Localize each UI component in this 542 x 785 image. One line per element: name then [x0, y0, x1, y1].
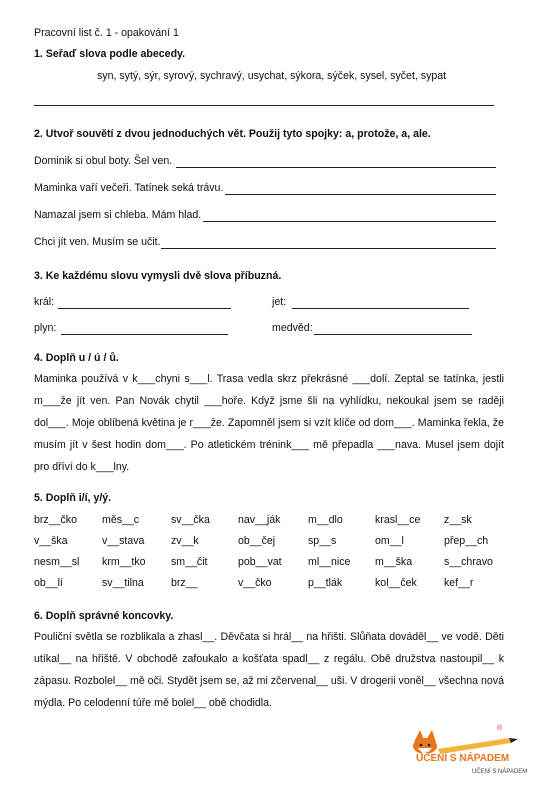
s2-item: Maminka vaří večeři. Tatínek seká trávu.	[34, 182, 224, 194]
section-1-words: syn, sytý, sýr, syrový, sychravý, usychat, sýkora, sýček, sysel, syčet, sypat	[97, 70, 447, 82]
section-6-heading: 6. Doplň správné koncovky.	[34, 610, 174, 622]
brand-logo	[404, 724, 534, 780]
s3-word: medvěd:	[272, 322, 313, 334]
s5-word[interactable]: om__l	[375, 535, 404, 547]
s5-word[interactable]: p__tlák	[308, 577, 343, 589]
answer-line[interactable]	[203, 221, 496, 222]
s5-word[interactable]: s__chravo	[444, 556, 493, 568]
registered-mark: ®	[497, 725, 503, 732]
section-3-heading: 3. Ke každému slovu vymysli dvě slova příbuzná.	[34, 270, 282, 282]
s2-item: Dominik si obul boty. Šel ven.	[34, 155, 173, 167]
logo-small-text: UČENÍ S NÁPADEM	[472, 769, 528, 775]
s5-word[interactable]: sv__tilna	[102, 577, 144, 589]
s5-word[interactable]: m__dlo	[308, 514, 343, 526]
s5-word[interactable]: krasl__ce	[375, 514, 421, 526]
s5-word[interactable]: ml__nice	[308, 556, 351, 568]
section-2-heading: 2. Utvoř souvětí z dvou jednoduchých vět. Použij tyto spojky: a, protože, a, ale.	[34, 128, 431, 140]
answer-line[interactable]	[225, 194, 496, 195]
s5-word[interactable]: v__ška	[34, 535, 68, 547]
s5-word[interactable]: z__sk	[444, 514, 472, 526]
answer-line[interactable]	[34, 105, 494, 106]
s5-word[interactable]: m__ška	[375, 556, 413, 568]
s3-word: jet:	[272, 296, 287, 308]
s3-word: plyn:	[34, 322, 57, 334]
s5-word[interactable]: brz__čko	[34, 514, 77, 526]
s5-word[interactable]: nav__ják	[238, 514, 281, 526]
s2-item: Namazal jsem si chleba. Mám hlad.	[34, 209, 202, 221]
s5-word[interactable]: měs__c	[102, 514, 140, 526]
s5-word[interactable]: v__stava	[102, 535, 145, 547]
answer-line[interactable]	[176, 167, 496, 168]
s5-word[interactable]: pob__vat	[238, 556, 282, 568]
s5-word[interactable]: krm__tko	[102, 556, 146, 568]
s4-text: Maminka používá v k___chyni s___l. Trasa vedla skrz překrásné ___dolí. Zeptal se tatínka, jestli m___že jít ven. Pan Novák chytil ___hoře. Když jsme šli na vyhlídku, nekoukal jsem se raději dol___. Moje oblíbená květina je r___že. Zapomněl jsem si vzít klíče od dom___. Maminka řekla, že musím jít v šest hodin dom___. Po atletickém trénink___ mě přepadla ___nava. Musel jsem dojít pro dříví do k___lny.	[34, 373, 504, 473]
s5-word[interactable]: kef__r	[444, 577, 474, 589]
s5-word[interactable]: sv__čka	[171, 514, 210, 526]
s5-word[interactable]: v__čko	[238, 577, 272, 589]
s5-word[interactable]: přep__ch	[444, 535, 489, 547]
s5-word[interactable]: ob__čej	[238, 535, 276, 547]
s6-text: Pouliční světla se rozblikala a zhasl__. Děvčata si hrál__ na hřišti. Slůňata dováděl__ ve vodě. Děti utíkal__ na hřiště. V obchodě zafoukalo a košťata spadl__ z regálu. Obě družstva nastoupil__ k zápasu. Rozbolel__ mě oči. Stydět jsem se, až mi zčervenal__ uši. V drogerii voněl__ všechna nová mýdla. Po celodenní túře mě bolel__ obě chodidla.	[34, 631, 504, 709]
s5-word[interactable]: sp__s	[308, 535, 337, 547]
s5-word[interactable]: brz__	[171, 577, 198, 589]
s5-word[interactable]: ob__lí	[34, 577, 63, 589]
s5-word[interactable]: nesm__sl	[34, 556, 80, 568]
section-4-heading: 4. Doplň u / ú / ů.	[34, 352, 119, 364]
answer-line[interactable]	[292, 308, 469, 309]
s5-word[interactable]: kol__ček	[375, 577, 417, 589]
answer-line[interactable]	[161, 248, 496, 249]
s3-word: král:	[34, 296, 55, 308]
section-5-heading: 5. Doplň i/í, y/ý.	[34, 492, 112, 504]
answer-line[interactable]	[58, 308, 231, 309]
page-title: Pracovní list č. 1 - opakování 1	[34, 27, 179, 39]
section-1-heading: 1. Seřaď slova podle abecedy.	[34, 48, 186, 60]
s5-word[interactable]: zv__k	[171, 535, 199, 547]
answer-line[interactable]	[61, 334, 228, 335]
s5-word[interactable]: sm__čit	[171, 556, 208, 568]
answer-line[interactable]	[314, 334, 472, 335]
s2-item: Chci jít ven. Musím se učit.	[34, 236, 161, 248]
logo-text: UČENÍ S NÁPADEM	[416, 753, 510, 764]
